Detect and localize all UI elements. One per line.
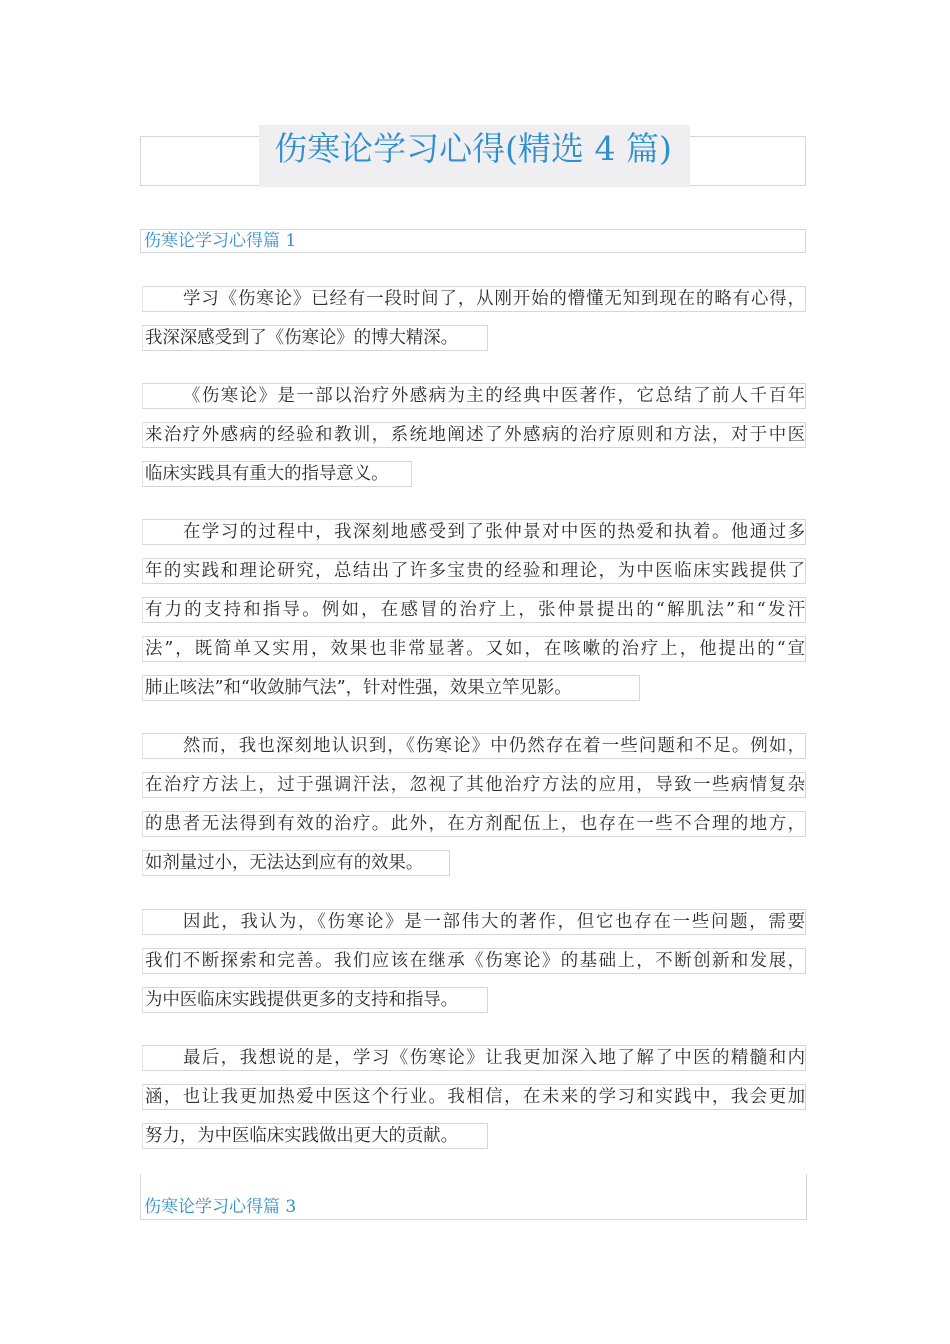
document-title: 伤寒论学习心得(精选 4 篇) bbox=[274, 129, 672, 168]
paragraph-line: 在学习的过程中，我深刻地感受到了张仲景对中医的热爱和执着。他通过多 bbox=[142, 519, 806, 545]
paragraph-line: 我深深感受到了《伤寒论》的博大精深。 bbox=[142, 325, 488, 351]
section3-heading: 伤寒论学习心得篇 3 bbox=[144, 1197, 297, 1217]
paragraph-line: 有力的支持和指导。例如，在感冒的治疗上，张仲景提出的“解肌法”和“发汗 bbox=[142, 597, 806, 623]
paragraph-line: 我们不断探索和完善。我们应该在继承《伤寒论》的基础上，不断创新和发展， bbox=[142, 948, 806, 974]
paragraph-line: 《伤寒论》是一部以治疗外感病为主的经典中医著作，它总结了前人千百年 bbox=[142, 383, 806, 409]
paragraph-line: 来治疗外感病的经验和教训，系统地阐述了外感病的治疗原则和方法，对于中医 bbox=[142, 422, 806, 448]
paragraph-line: 然而，我也深刻地认识到，《伤寒论》中仍然存在着一些问题和不足。例如， bbox=[142, 733, 806, 759]
paragraph-line: 在治疗方法上，过于强调汗法，忽视了其他治疗方法的应用，导致一些病情复杂 bbox=[142, 772, 806, 798]
section1-heading: 伤寒论学习心得篇 1 bbox=[144, 231, 297, 251]
paragraph-line: 最后，我想说的是，学习《伤寒论》让我更加深入地了解了中医的精髓和内 bbox=[142, 1045, 806, 1071]
paragraph-line: 学习《伤寒论》已经有一段时间了，从刚开始的懵懂无知到现在的略有心得， bbox=[142, 286, 806, 312]
paragraph-line: 如剂量过小，无法达到应有的效果。 bbox=[142, 850, 450, 876]
paragraph-line: 法”，既简单又实用，效果也非常显著。又如，在咳嗽的治疗上，他提出的“宣 bbox=[142, 636, 806, 662]
paragraph-line: 临床实践具有重大的指导意义。 bbox=[142, 461, 412, 487]
paragraph-line: 因此，我认为，《伤寒论》是一部伟大的著作，但它也存在一些问题，需要 bbox=[142, 909, 806, 935]
paragraph-line: 肺止咳法”和“收敛肺气法”，针对性强，效果立竿见影。 bbox=[142, 675, 640, 701]
paragraph-line: 为中医临床实践提供更多的支持和指导。 bbox=[142, 987, 488, 1013]
paragraph-line: 努力，为中医临床实践做出更大的贡献。 bbox=[142, 1123, 488, 1149]
paragraph-line: 年的实践和理论研究，总结出了许多宝贵的经验和理论，为中医临床实践提供了 bbox=[142, 558, 806, 584]
paragraph-line: 涵，也让我更加热爱中医这个行业。我相信，在未来的学习和实践中，我会更加 bbox=[142, 1084, 806, 1110]
paragraph-line: 的患者无法得到有效的治疗。此外，在方剂配伍上，也存在一些不合理的地方， bbox=[142, 811, 806, 837]
